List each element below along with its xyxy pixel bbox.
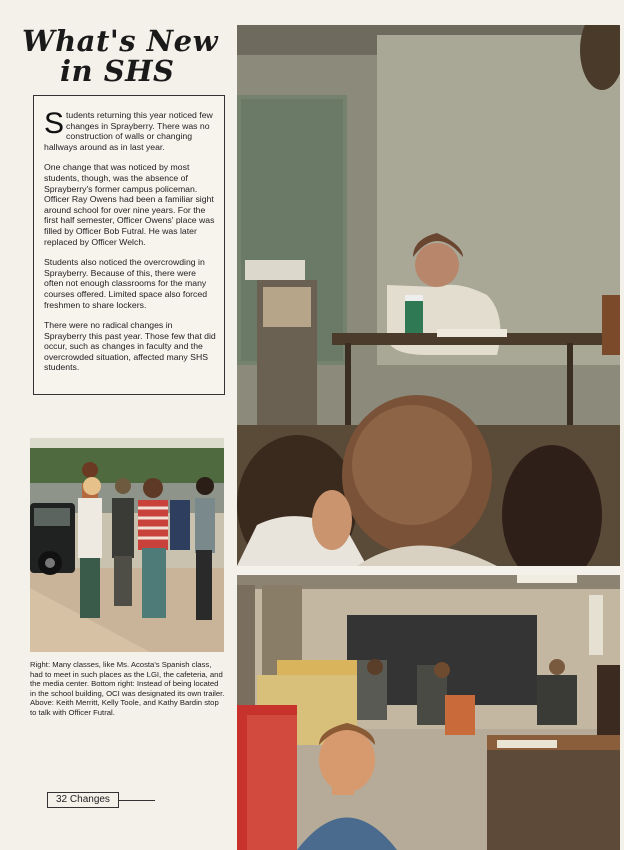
section-name: Changes (69, 794, 110, 805)
drop-cap: S (44, 107, 65, 140)
headline-line-1: What's New (22, 24, 219, 58)
classroom-photo (237, 25, 620, 566)
page-number: 32 (56, 794, 68, 805)
story-paragraph-2: One change that was noticed by most students, though, was the absence of Sprayberry's former campus policeman. Officer Ray Owens had been a familiar sight around school for over nine years. For the first half semester, Officer Owens' place was filled by Officer Bob Futral. He was later replaced by Officer Welch. (44, 162, 215, 247)
headline-line-2: in SHS (60, 54, 175, 88)
story-paragraph-4: There were no radical changes in Sprayberry this past year. Those few that did occur, such as changes in faculty and the overcrowded situation, affected many SHS students. (44, 320, 216, 373)
story-paragraph-1-text: tudents returning this year noticed few changes in Sprayberry. There was no construction of walls or changing hallways around as in last year. (44, 110, 213, 152)
story-box (33, 95, 225, 395)
story-paragraph-3: Students also noticed the overcrowding in Sprayberry. Because of this, there were often not enough classrooms for the many courses offered. Limited space also forced freshmen to share lockers. (44, 257, 208, 310)
page-headline (22, 26, 232, 86)
story-paragraph-1 (44, 107, 216, 152)
folio-rule (119, 800, 155, 801)
page-folio (47, 792, 119, 808)
photo-caption: Right: Many classes, like Ms. Acosta's Spanish class, had to meet in such places as the LGI, the cafeteria, and the media center. Bottom right: Instead of being located in the school building, OCI was designated its own trailer. Above: Keith Merritt, Kelly Toole, and Kathy Bardin stop to talk with Officer Futral. (30, 660, 225, 717)
trailer-classroom-photo (237, 575, 620, 850)
officer-outdoor-photo (30, 438, 224, 652)
